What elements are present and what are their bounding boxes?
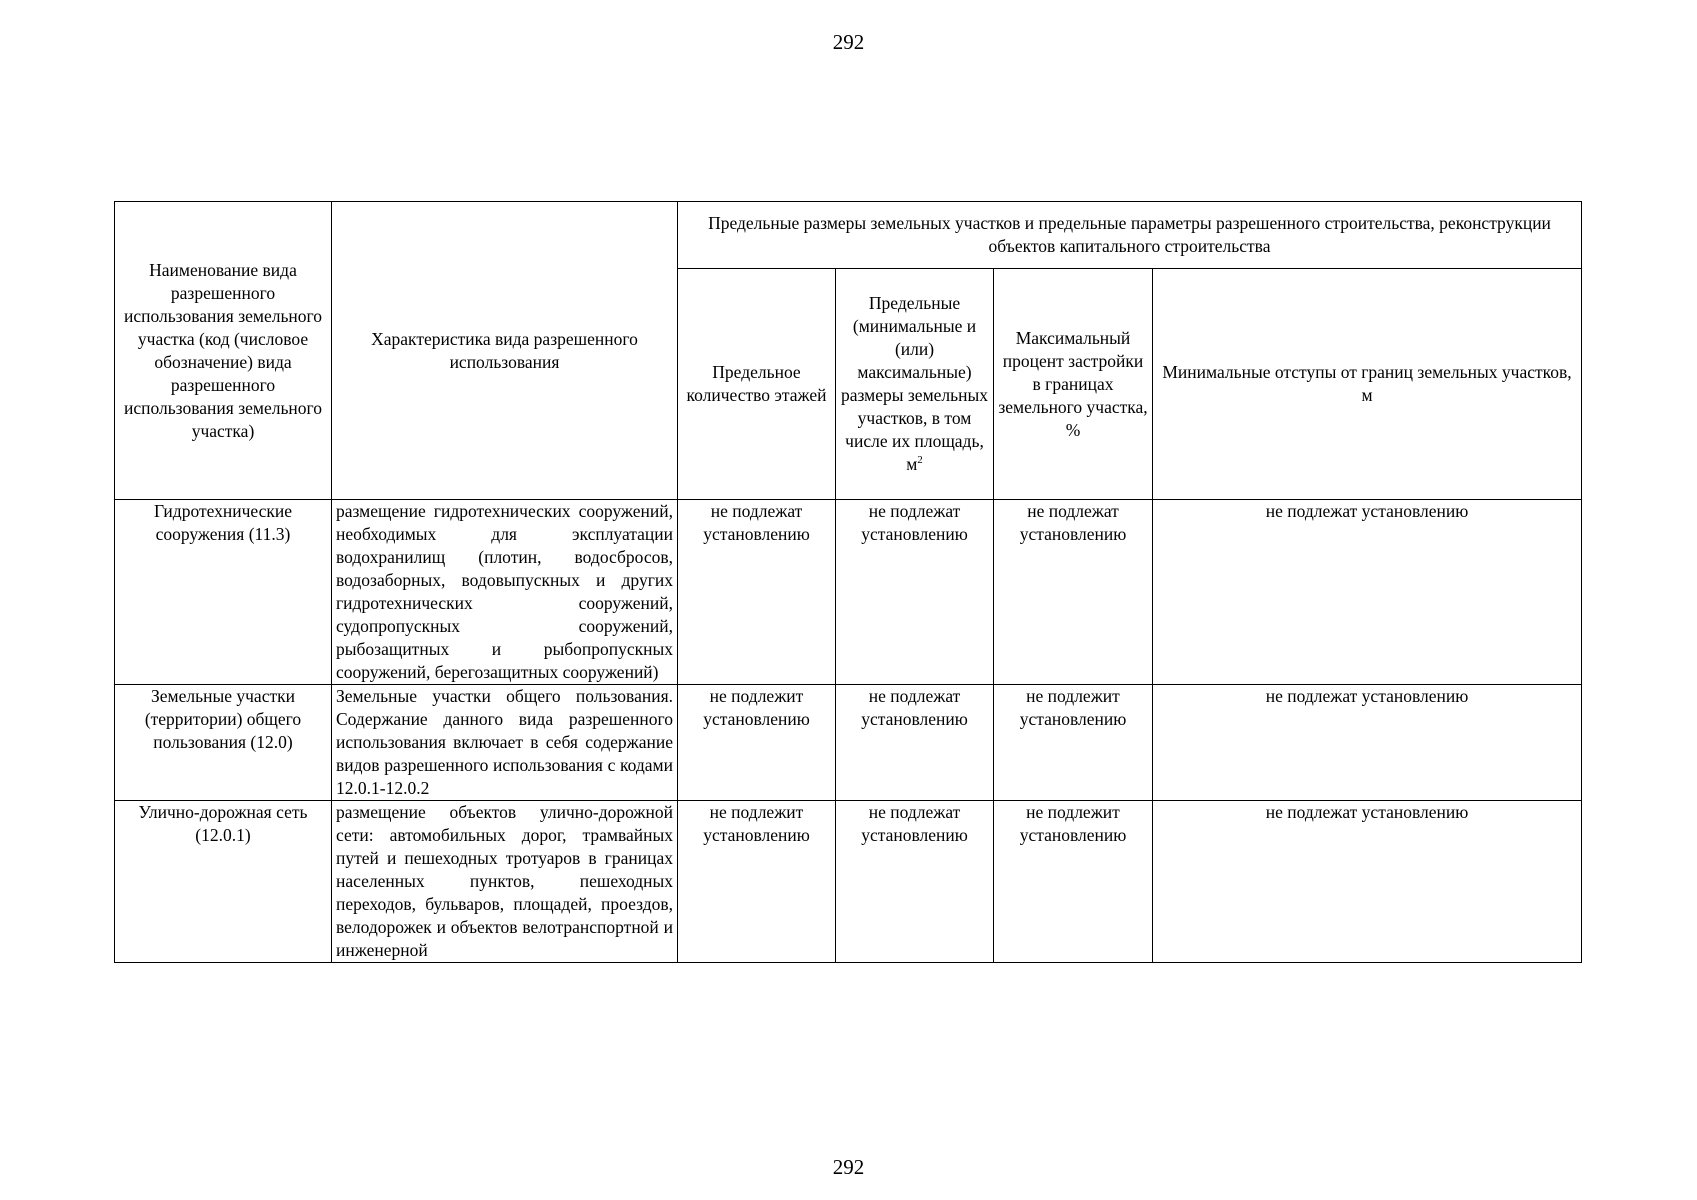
cell-name: Улично-дорожная сеть (12.0.1) bbox=[115, 801, 332, 963]
cell-name: Земельные участки (территории) общего пользования (12.0) bbox=[115, 685, 332, 801]
cell-name: Гидротехнические сооружения (11.3) bbox=[115, 500, 332, 685]
page-number-top: 292 bbox=[832, 30, 865, 54]
cell-setbacks: не подлежат установлению bbox=[1153, 685, 1582, 801]
cell-description: размещение объектов улично-дорожной сети: автомобильных дорог, трамвайных путей и пешеходных тротуаров в границах населенных пунктов, пешеходных переходов, бульваров, площадей, проездов, велодорожек и объектов велотранспортной и инженерной bbox=[332, 801, 678, 963]
cell-description: размещение гидротехнических сооружений, необходимых для эксплуатации водохранилищ (плотин, водосбросов, водозаборных, водовыпускных и других гидротехнических сооружений, судопропускных сооружений, рыбозащитных и рыбопропускных сооружений, берегозащитных сооружений) bbox=[332, 500, 678, 685]
page-number-bottom: 292 bbox=[832, 1155, 865, 1179]
header-plot-size-sup: 2 bbox=[917, 454, 923, 467]
table-row bbox=[115, 500, 1582, 685]
table-header-row bbox=[115, 202, 1582, 269]
header-description: Характеристика вида разрешенного использования bbox=[332, 202, 678, 500]
header-limits-group: Предельные размеры земельных участков и предельные параметры разрешенного строительства, реконструкции объектов капитального строительства bbox=[678, 202, 1582, 269]
table-row bbox=[115, 685, 1582, 801]
cell-description: Земельные участки общего пользования. Содержание данного вида разрешенного использования включает в себя содержание видов разрешенного использования с кодами 12.0.1-12.0.2 bbox=[332, 685, 678, 801]
header-plot-size bbox=[836, 269, 994, 500]
cell-max-percent: не подлежит установлению bbox=[994, 685, 1153, 801]
cell-setbacks: не подлежат установлению bbox=[1153, 500, 1582, 685]
header-plot-size-text: Предельные (минимальные и (или) максимальные) размеры земельных участков, в том числе их площадь, м bbox=[840, 293, 988, 474]
cell-plot-size: не подлежат установлению bbox=[836, 500, 994, 685]
cell-floors: не подлежит установлению bbox=[678, 685, 836, 801]
cell-floors: не подлежит установлению bbox=[678, 801, 836, 963]
cell-setbacks: не подлежат установлению bbox=[1153, 801, 1582, 963]
header-setbacks: Минимальные отступы от границ земельных участков, м bbox=[1153, 269, 1582, 500]
cell-plot-size: не подлежат установлению bbox=[836, 685, 994, 801]
cell-floors: не подлежат установлению bbox=[678, 500, 836, 685]
header-floors: Предельное количество этажей bbox=[678, 269, 836, 500]
land-use-table bbox=[114, 201, 1582, 963]
cell-plot-size: не подлежат установлению bbox=[836, 801, 994, 963]
cell-max-percent: не подлежат установлению bbox=[994, 500, 1153, 685]
header-name: Наименование вида разрешенного использования земельного участка (код (числовое обозначение) вида разрешенного использования земельного участка) bbox=[115, 202, 332, 500]
table-row bbox=[115, 801, 1582, 963]
header-max-percent: Максимальный процент застройки в границах земельного участка, % bbox=[994, 269, 1153, 500]
cell-max-percent: не подлежит установлению bbox=[994, 801, 1153, 963]
